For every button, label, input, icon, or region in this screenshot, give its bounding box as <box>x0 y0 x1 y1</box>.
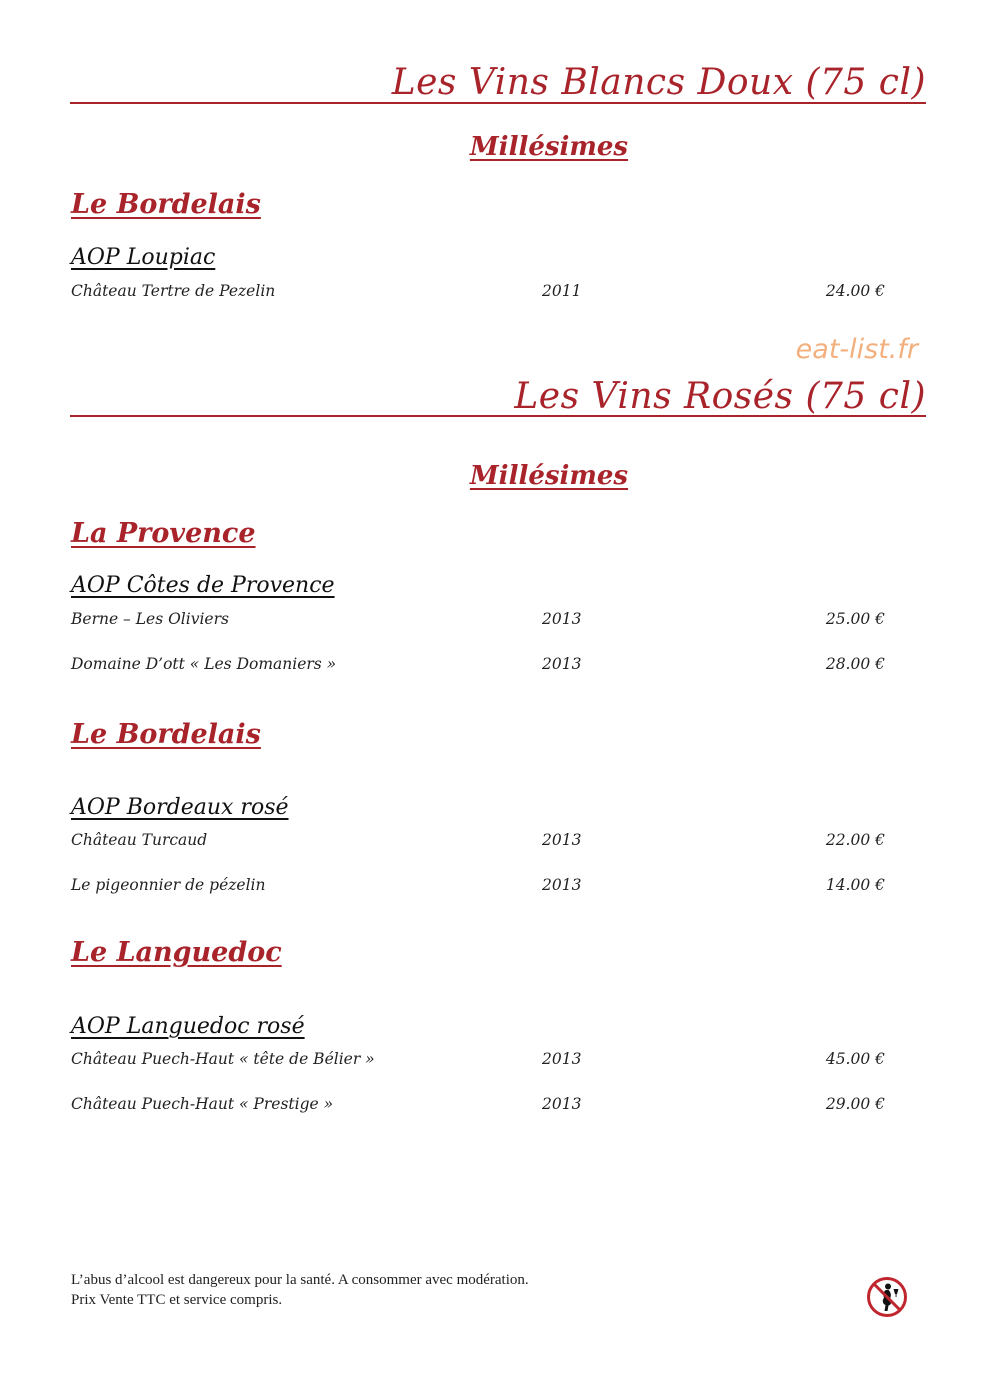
wine-row <box>71 655 889 677</box>
region-heading-provence: La Provence <box>71 518 256 549</box>
wine-price: 22.00 € <box>825 831 885 849</box>
wine-row <box>71 282 889 304</box>
blancs-doux-title-rule <box>70 102 926 104</box>
roses-title: Les Vins Rosés (75 cl) <box>514 376 926 417</box>
footer-notice <box>71 1270 529 1310</box>
no-alcohol-pregnancy-icon-graphic <box>866 1276 908 1318</box>
wine-year: 2013 <box>542 655 582 673</box>
blancs-doux-title: Les Vins Blancs Doux (75 cl) <box>391 62 926 103</box>
wine-year: 2013 <box>542 1095 582 1113</box>
wine-name: Le pigeonnier de pézelin <box>71 876 266 894</box>
region-heading-bordelais-blanc: Le Bordelais <box>71 189 261 220</box>
footer-price-note: Prix Vente TTC et service compris. <box>71 1292 283 1308</box>
wine-name: Château Puech-Haut « tête de Bélier » <box>71 1050 375 1068</box>
wine-name: Château Tertre de Pezelin <box>71 282 276 300</box>
region-heading-bordelais-rose: Le Bordelais <box>71 719 261 750</box>
wine-name: Château Puech-Haut « Prestige » <box>71 1095 334 1113</box>
wine-price: 25.00 € <box>825 610 885 628</box>
wine-price: 14.00 € <box>825 876 885 894</box>
wine-name: Berne – Les Oliviers <box>71 610 229 628</box>
aop-heading-languedoc-rose: AOP Languedoc rosé <box>71 1014 305 1039</box>
wine-year: 2013 <box>542 1050 582 1068</box>
wine-name: Domaine D’ott « Les Domaniers » <box>71 655 337 673</box>
aop-heading-bordeaux-rose: AOP Bordeaux rosé <box>71 795 289 820</box>
aop-heading-cotes-de-provence: AOP Côtes de Provence <box>71 573 335 598</box>
roses-millesimes: Millésimes <box>469 461 629 491</box>
region-heading-languedoc: Le Languedoc <box>71 937 282 968</box>
footer-health-warning: L’abus d’alcool est dangereux pour la santé. A consommer avec modération. <box>71 1272 529 1288</box>
wine-year: 2011 <box>542 282 582 300</box>
blancs-doux-millesimes: Millésimes <box>469 132 629 162</box>
aop-heading-loupiac: AOP Loupiac <box>71 245 216 270</box>
wine-year: 2013 <box>542 610 582 628</box>
wine-price: 45.00 € <box>825 1050 885 1068</box>
wine-price: 28.00 € <box>825 655 885 673</box>
roses-title-rule <box>70 415 926 417</box>
wine-row <box>71 876 889 898</box>
wine-price: 29.00 € <box>825 1095 885 1113</box>
wine-year: 2013 <box>542 876 582 894</box>
wine-price: 24.00 € <box>825 282 885 300</box>
watermark: eat-list.fr <box>795 334 918 365</box>
wine-row <box>71 1095 889 1117</box>
wine-name: Château Turcaud <box>71 831 208 849</box>
no-alcohol-pregnancy-icon <box>866 1276 908 1318</box>
wine-row <box>71 1050 889 1072</box>
wine-year: 2013 <box>542 831 582 849</box>
wine-row <box>71 831 889 853</box>
wine-row <box>71 610 889 632</box>
